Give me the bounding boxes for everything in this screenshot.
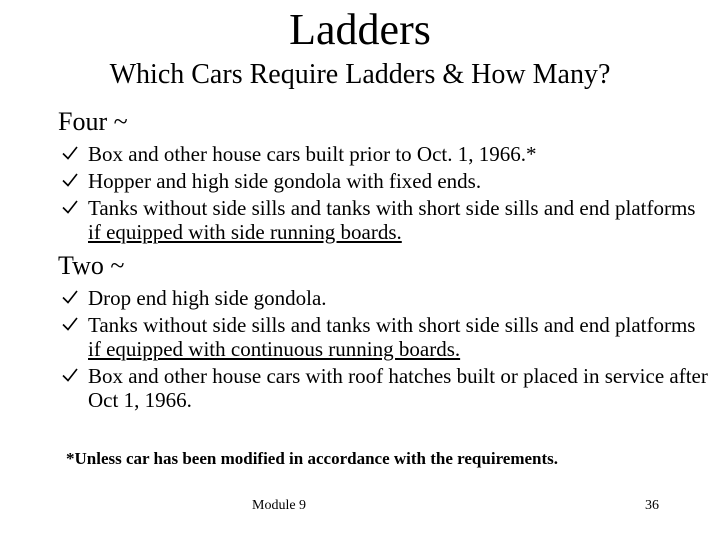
bullet-list-two — [58, 286, 708, 412]
underlined-condition: if equipped with continuous running boards. — [88, 337, 461, 361]
slide-body — [58, 106, 708, 415]
check-icon — [61, 366, 79, 384]
list-item-text: Box and other house cars with roof hatches built or placed in service after Oct 1, 1966. — [88, 364, 708, 412]
list-item — [58, 169, 708, 193]
underlined-condition: if equipped with side running boards. — [88, 220, 402, 244]
list-item — [58, 313, 708, 361]
check-icon — [61, 288, 79, 306]
footnote: *Unless car has been modified in accordance with the requirements. — [66, 449, 559, 468]
list-item — [58, 196, 708, 244]
bullet-list-four — [58, 142, 708, 244]
slide-title: Ladders — [289, 5, 431, 54]
section-heading-two: Two ~ — [58, 251, 125, 280]
section-four — [58, 106, 708, 244]
slide-subtitle: Which Cars Require Ladders & How Many? — [109, 59, 611, 90]
check-icon — [61, 198, 79, 216]
list-item — [58, 142, 708, 166]
footer-module-label: Module 9 — [252, 498, 307, 513]
list-item-text: Tanks without side sills and tanks with short side sills and end platforms — [88, 196, 696, 220]
footer-page-number: 36 — [645, 498, 659, 513]
section-two — [58, 250, 708, 412]
list-item — [58, 364, 708, 412]
check-icon — [61, 315, 79, 333]
check-icon — [61, 144, 79, 162]
list-item-text: Box and other house cars built prior to Oct. 1, 1966.* — [88, 142, 537, 166]
list-item-text: Hopper and high side gondola with fixed ends. — [88, 169, 482, 193]
list-item-text: Tanks without side sills and tanks with short side sills and end platforms — [88, 313, 696, 337]
check-icon — [61, 171, 79, 189]
list-item-text: Drop end high side gondola. — [88, 286, 327, 310]
list-item — [58, 286, 708, 310]
section-heading-four: Four ~ — [58, 107, 128, 136]
